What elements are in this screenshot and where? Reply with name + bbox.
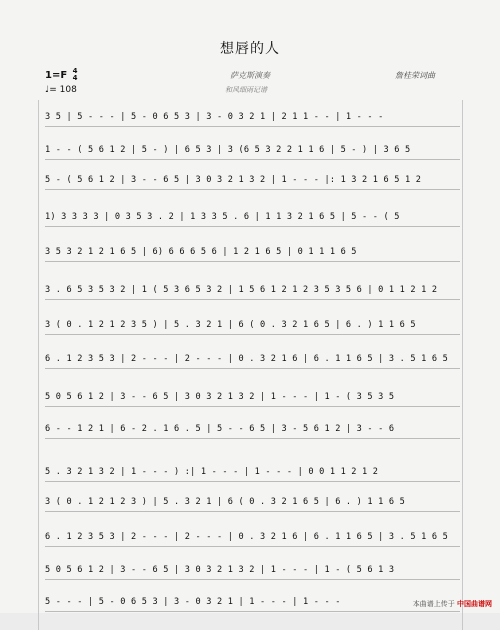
score-row: 6 . 1 2 3 5 3 | 2 - - - | 2 - - - | 0 . 3 2 1 6 | 6 . 1 1 6 5 | 3 . 5 1 6 5: [45, 352, 460, 366]
score-row: 3 5 | 5 - - - | 5 - 0 6 5 3 | 3 - 0 3 2 1 | 2 1 1 - - | 1 - - -: [45, 110, 460, 124]
performer-label: 萨克斯演奏: [230, 71, 270, 80]
score-row: 5 0 5 6 1 2 | 3 - - 6 5 | 3 0 3 2 1 3 2 | 1 - - - | 1 - ( 5 6 1 3: [45, 563, 460, 577]
score-row: 6 - - 1 2 1 | 6 - 2 . 1 6 . 5 | 5 - - 6 5 | 3 - 5 6 1 2 | 3 - - 6: [45, 422, 460, 436]
score-row: 1) 3 3 3 3 | 0 3 5 3 . 2 | 1 3 3 5 . 6 | 1 1 3 2 1 6 5 | 5 - - ( 5: [45, 210, 460, 224]
score-row: 1 - - ( 5 6 1 2 | 5 - ) | 6 5 3 | 3 (6 5 3 2 2 1 1 6 | 5 - ) | 3 6 5: [45, 143, 460, 157]
score-row: 3 5 3 2 1 2 1 6 5 | 6) 6 6 6 5 6 | 1 2 1 6 5 | 0 1 1 1 6 5: [45, 245, 460, 259]
score-row: 5 . 3 2 1 3 2 | 1 - - - ) :| 1 - - - | 1 - - - | 0 0 1 1 2 1 2: [45, 465, 460, 479]
key-signature: 1=F 4 4: [45, 67, 78, 82]
song-title: 想唇的人: [220, 41, 280, 57]
score-row: 3 . 6 5 3 5 3 2 | 1 ( 5 3 6 5 3 2 | 1 5 6 1 2 1 2 3 5 3 5 6 | 0 1 1 2 1 2: [45, 283, 460, 297]
score-row: 5 - ( 5 6 1 2 | 3 - - 6 5 | 3 0 3 2 1 3 2 | 1 - - - |: 1 3 2 1 6 5 1 2: [45, 173, 460, 187]
score-row: 3 ( 0 . 1 2 1 2 3 ) | 5 . 3 2 1 | 6 ( 0 . 3 2 1 6 5 | 6 . ) 1 1 6 5: [45, 495, 460, 509]
tempo-marking: ♩= 108: [45, 85, 77, 95]
score-row: 5 - - - | 5 - 0 6 5 3 | 3 - 0 3 2 1 | 1 - - - | 1 - - -: [45, 595, 460, 609]
score-row: 6 . 1 2 3 5 3 | 2 - - - | 2 - - - | 0 . 3 2 1 6 | 6 . 1 1 6 5 | 3 . 5 1 6 5: [45, 530, 460, 544]
left-margin-line: [38, 100, 39, 630]
right-margin-line: [462, 100, 463, 630]
score-row: 3 ( 0 . 1 2 1 2 3 5 ) | 5 . 3 2 1 | 6 ( 0 . 3 2 1 6 5 | 6 . ) 1 1 6 5: [45, 318, 460, 332]
lyricist-composer-credit: 詹桂荣词曲: [395, 71, 435, 80]
recorder-label: 和风细雨记谱: [225, 86, 267, 94]
footer-watermark: 本曲谱上传于 中国曲谱网: [412, 600, 492, 608]
score-row: 5 0 5 6 1 2 | 3 - - 6 5 | 3 0 3 2 1 3 2 | 1 - - - | 1 - ( 3 5 3 5: [45, 390, 460, 404]
time-signature: 4 4: [72, 67, 78, 82]
